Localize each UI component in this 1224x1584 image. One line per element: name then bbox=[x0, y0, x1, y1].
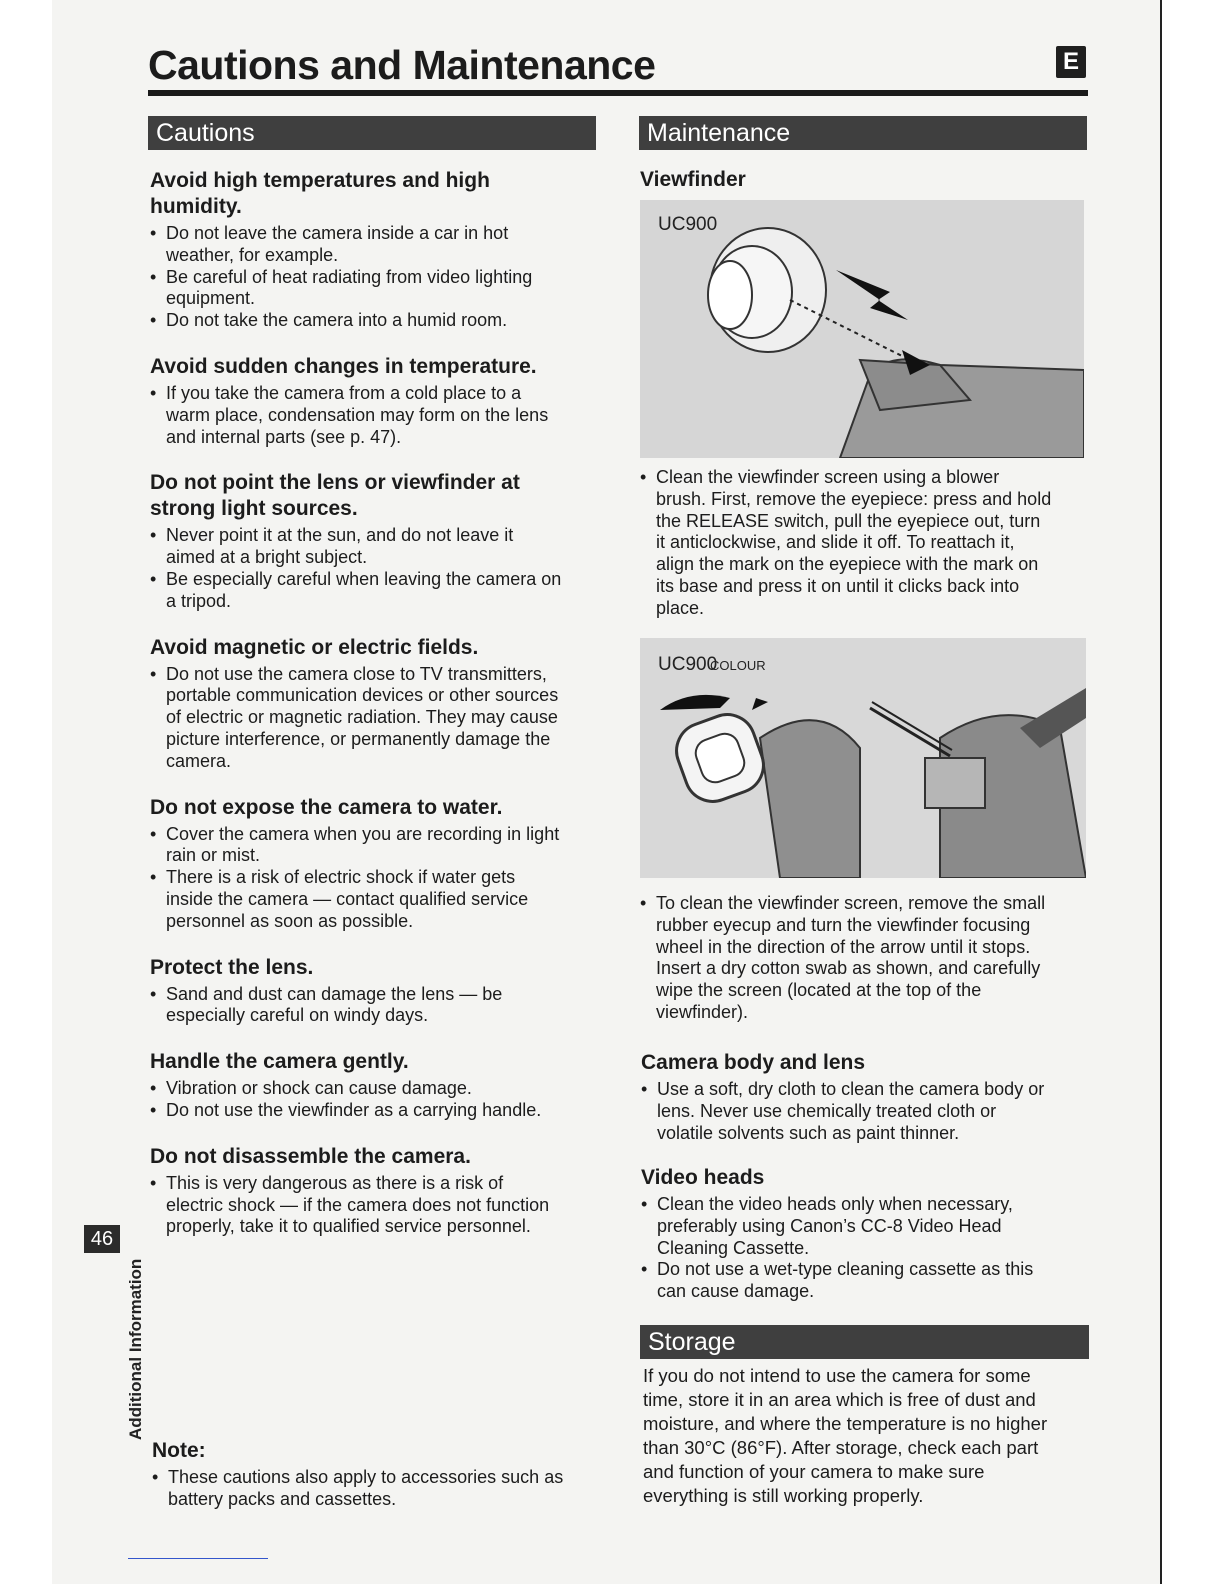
text-line: of electric or magnetic radiation. They may cause bbox=[166, 707, 558, 728]
caution-bullets bbox=[150, 664, 600, 773]
storage-heading: Storage bbox=[648, 1328, 736, 1356]
note-block bbox=[152, 1438, 602, 1511]
text-line: Do not use a wet-type cleaning cassette as this bbox=[657, 1259, 1034, 1280]
caution-title bbox=[150, 635, 600, 661]
caution-bullets bbox=[150, 1173, 600, 1238]
text-line: Do not take the camera into a humid room. bbox=[166, 310, 508, 331]
caution-bullets bbox=[150, 824, 600, 933]
bullet-item bbox=[150, 1078, 600, 1100]
text-line: humidity. bbox=[150, 195, 242, 218]
page-left-margin bbox=[0, 0, 52, 1584]
bullet-item bbox=[150, 569, 600, 613]
camera-body-lens-block bbox=[641, 1050, 1091, 1144]
bullet-item bbox=[641, 1079, 1091, 1144]
viewfinder-bullet-1 bbox=[640, 467, 1090, 620]
bullet-item bbox=[150, 824, 600, 868]
text-line: strong light sources. bbox=[150, 497, 358, 521]
text-line: everything is still working properly. bbox=[643, 1485, 924, 1506]
text-line: Vibration or shock can cause damage. bbox=[166, 1078, 472, 1099]
bullet-item bbox=[150, 525, 600, 569]
text-line: Cover the camera when you are recording in light bbox=[166, 823, 560, 844]
note-title: Note: bbox=[152, 1439, 206, 1462]
bullet-item bbox=[641, 1194, 1091, 1259]
spacer bbox=[150, 332, 600, 354]
caution-item bbox=[150, 1049, 600, 1122]
text-line: than 30°C (86°F). After storage, check each part bbox=[643, 1437, 1039, 1458]
text-line: Sand and dust can damage the lens — be bbox=[166, 983, 503, 1004]
caution-item bbox=[150, 470, 600, 612]
text-line: wheel in the direction of the arrow until it stops. bbox=[656, 936, 1031, 957]
page-right-margin bbox=[1160, 0, 1224, 1584]
text-line: properly, take it to qualified service personnel. bbox=[166, 1216, 531, 1237]
caution-title bbox=[150, 795, 600, 821]
text-line: Do not leave the camera inside a car in hot bbox=[166, 223, 509, 243]
figure2-label: UC900 bbox=[658, 654, 718, 675]
note-bullets bbox=[152, 1467, 602, 1511]
caution-item bbox=[150, 168, 600, 332]
caution-bullets bbox=[150, 223, 600, 332]
caution-title bbox=[150, 955, 600, 981]
text-line: electric shock — if the camera does not function bbox=[166, 1194, 550, 1215]
text-line: Do not use the camera close to TV transmitters, bbox=[166, 663, 547, 684]
caution-item bbox=[150, 1144, 600, 1238]
text-line: Be careful of heat radiating from video lighting bbox=[166, 266, 533, 287]
body-lens-title: Camera body and lens bbox=[641, 1051, 866, 1074]
viewfinder-uc900colour-illustration bbox=[640, 638, 1086, 878]
text-line: Avoid sudden changes in temperature. bbox=[150, 354, 537, 378]
text-line: picture interference, or permanently damage the bbox=[166, 728, 551, 749]
text-line: Avoid high temperatures and high bbox=[150, 169, 490, 192]
side-tab-label: Additional Information bbox=[126, 1258, 145, 1440]
viewfinder-instruction-2 bbox=[640, 893, 1090, 1024]
text-line: Insert a dry cotton swab as shown, and carefully bbox=[656, 958, 1041, 979]
text-line: it anticlockwise, and slide it off. To reattach it, bbox=[656, 532, 1015, 553]
text-line: To clean the viewfinder screen, remove the small bbox=[656, 893, 1046, 913]
video-heads-title: Video heads bbox=[641, 1166, 765, 1189]
text-line: Use a soft, dry cloth to clean the camera body or bbox=[657, 1079, 1045, 1099]
bullet-item bbox=[152, 1467, 602, 1511]
viewfinder-title: Viewfinder bbox=[640, 168, 746, 191]
text-line: a tripod. bbox=[166, 590, 232, 611]
eyecup-cleaning-drawing bbox=[640, 638, 1086, 878]
text-line: equipment. bbox=[166, 288, 256, 309]
caution-item bbox=[150, 354, 600, 448]
storage-section-bar bbox=[640, 1325, 1089, 1359]
viewfinder-title-wrap bbox=[640, 167, 1086, 196]
caution-bullets bbox=[150, 383, 600, 448]
spacer bbox=[150, 773, 600, 795]
text-line: and function of your camera to make sure bbox=[643, 1461, 985, 1482]
text-line: camera. bbox=[166, 750, 232, 771]
text-line: preferably using Canon’s CC-8 Video Head bbox=[657, 1215, 1002, 1236]
caution-item bbox=[150, 955, 600, 1028]
caution-item bbox=[150, 795, 600, 933]
caution-title bbox=[150, 1144, 600, 1170]
bottom-link-line bbox=[128, 1558, 268, 1559]
caution-bullets bbox=[150, 984, 600, 1028]
text-line: Handle the camera gently. bbox=[150, 1050, 409, 1074]
text-line: Do not point the lens or viewfinder at bbox=[150, 471, 520, 495]
text-line: warm place, condensation may form on the lens bbox=[166, 404, 549, 425]
maintenance-heading: Maintenance bbox=[647, 119, 791, 147]
viewfinder-instruction-1 bbox=[640, 467, 1090, 620]
text-line: Do not disassemble the camera. bbox=[150, 1144, 471, 1168]
text-line: wipe the screen (located at the top of the bbox=[656, 980, 982, 1001]
bullet-item bbox=[150, 310, 600, 332]
caution-title bbox=[150, 354, 600, 380]
page-title: Cautions and Maintenance bbox=[148, 42, 656, 88]
text-line: Clean the viewfinder screen using a blower bbox=[656, 467, 1000, 487]
video-heads-bullets bbox=[641, 1194, 1091, 1303]
bullet-item bbox=[150, 664, 600, 773]
text-line: can cause damage. bbox=[657, 1281, 815, 1302]
text-line: inside the camera — contact qualified service bbox=[166, 888, 529, 909]
text-line: If you do not intend to use the camera for some bbox=[643, 1365, 1031, 1386]
caution-title bbox=[150, 168, 600, 220]
viewfinder-bullet-2 bbox=[640, 893, 1090, 1024]
bullet-item bbox=[150, 1173, 600, 1238]
text-line: its base and press it on until it clicks back into bbox=[656, 575, 1020, 596]
cautions-section-bar bbox=[148, 116, 596, 150]
video-heads-block bbox=[641, 1165, 1091, 1303]
text-line: Do not use the viewfinder as a carrying handle. bbox=[166, 1099, 542, 1120]
storage-paragraph bbox=[643, 1364, 1083, 1508]
text-line: Never point it at the sun, and do not leave it bbox=[166, 525, 514, 546]
storage-text bbox=[643, 1364, 1083, 1508]
bullet-item bbox=[150, 1100, 600, 1122]
bullet-item bbox=[150, 867, 600, 932]
spacer bbox=[150, 448, 600, 470]
text-line: personnel as soon as possible. bbox=[166, 910, 414, 931]
caution-bullets bbox=[150, 525, 600, 612]
figure1-label: UC900 bbox=[658, 214, 718, 235]
cautions-list bbox=[150, 168, 600, 1238]
page-number: 46 bbox=[84, 1225, 120, 1253]
text-line: Clean the video heads only when necessary, bbox=[657, 1194, 1013, 1214]
text-line: aimed at a bright subject. bbox=[166, 547, 368, 568]
text-line: lens. Never use chemically treated cloth or bbox=[657, 1100, 997, 1121]
spacer bbox=[150, 1027, 600, 1049]
text-line: moisture, and where the temperature is no higher bbox=[643, 1413, 1048, 1434]
viewfinder-uc900-illustration bbox=[640, 200, 1084, 458]
text-line: portable communication devices or other sources bbox=[166, 685, 559, 706]
caution-item bbox=[150, 635, 600, 773]
spacer bbox=[150, 1122, 600, 1144]
text-line: place. bbox=[656, 597, 705, 618]
bullet-item bbox=[150, 223, 600, 267]
text-line: weather, for example. bbox=[166, 244, 339, 265]
text-line: Cleaning Cassette. bbox=[657, 1237, 810, 1258]
title-rule bbox=[148, 90, 1088, 96]
caution-title bbox=[150, 1049, 600, 1075]
text-line: volatile solvents such as paint thinner. bbox=[657, 1122, 960, 1143]
spacer bbox=[150, 933, 600, 955]
body-lens-bullets bbox=[641, 1079, 1091, 1144]
language-badge: E bbox=[1056, 46, 1086, 78]
bullet-item bbox=[150, 984, 600, 1028]
text-line: If you take the camera from a cold place to a bbox=[166, 382, 522, 403]
text-line: brush. First, remove the eyepiece: press and hold bbox=[656, 488, 1052, 509]
eyepiece-removal-drawing bbox=[640, 200, 1084, 458]
text-line: rubber eyecup and turn the viewfinder focusing bbox=[656, 914, 1031, 935]
cautions-heading: Cautions bbox=[156, 119, 255, 147]
text-line: especially careful on windy days. bbox=[166, 1005, 429, 1026]
text-line: time, store it in an area which is free of dust and bbox=[643, 1389, 1036, 1410]
text-line: These cautions also apply to accessories such as bbox=[168, 1467, 564, 1487]
spacer bbox=[150, 613, 600, 635]
text-line: viewfinder). bbox=[656, 1001, 749, 1022]
maintenance-section-bar bbox=[639, 116, 1087, 150]
figure2-label-small: COLOUR bbox=[710, 658, 766, 673]
text-line: Avoid magnetic or electric fields. bbox=[150, 635, 479, 659]
text-line: and internal parts (see p. 47). bbox=[166, 426, 402, 447]
text-line: Do not expose the camera to water. bbox=[150, 795, 503, 819]
text-line: rain or mist. bbox=[166, 845, 261, 866]
caution-title bbox=[150, 470, 600, 522]
text-line: There is a risk of electric shock if water gets bbox=[166, 867, 516, 888]
caution-bullets bbox=[150, 1078, 600, 1122]
bullet-item bbox=[150, 383, 600, 448]
text-line: Be especially careful when leaving the camera on bbox=[166, 568, 562, 589]
text-line: This is very dangerous as there is a risk of bbox=[166, 1172, 504, 1193]
text-line: Protect the lens. bbox=[150, 955, 314, 979]
text-line: the RELEASE switch, pull the eyepiece out, turn bbox=[656, 510, 1041, 531]
text-line: align the mark on the eyepiece with the mark on bbox=[656, 554, 1039, 575]
bullet-item bbox=[641, 1259, 1091, 1303]
bullet-item bbox=[150, 267, 600, 311]
text-line: battery packs and cassettes. bbox=[168, 1488, 397, 1509]
